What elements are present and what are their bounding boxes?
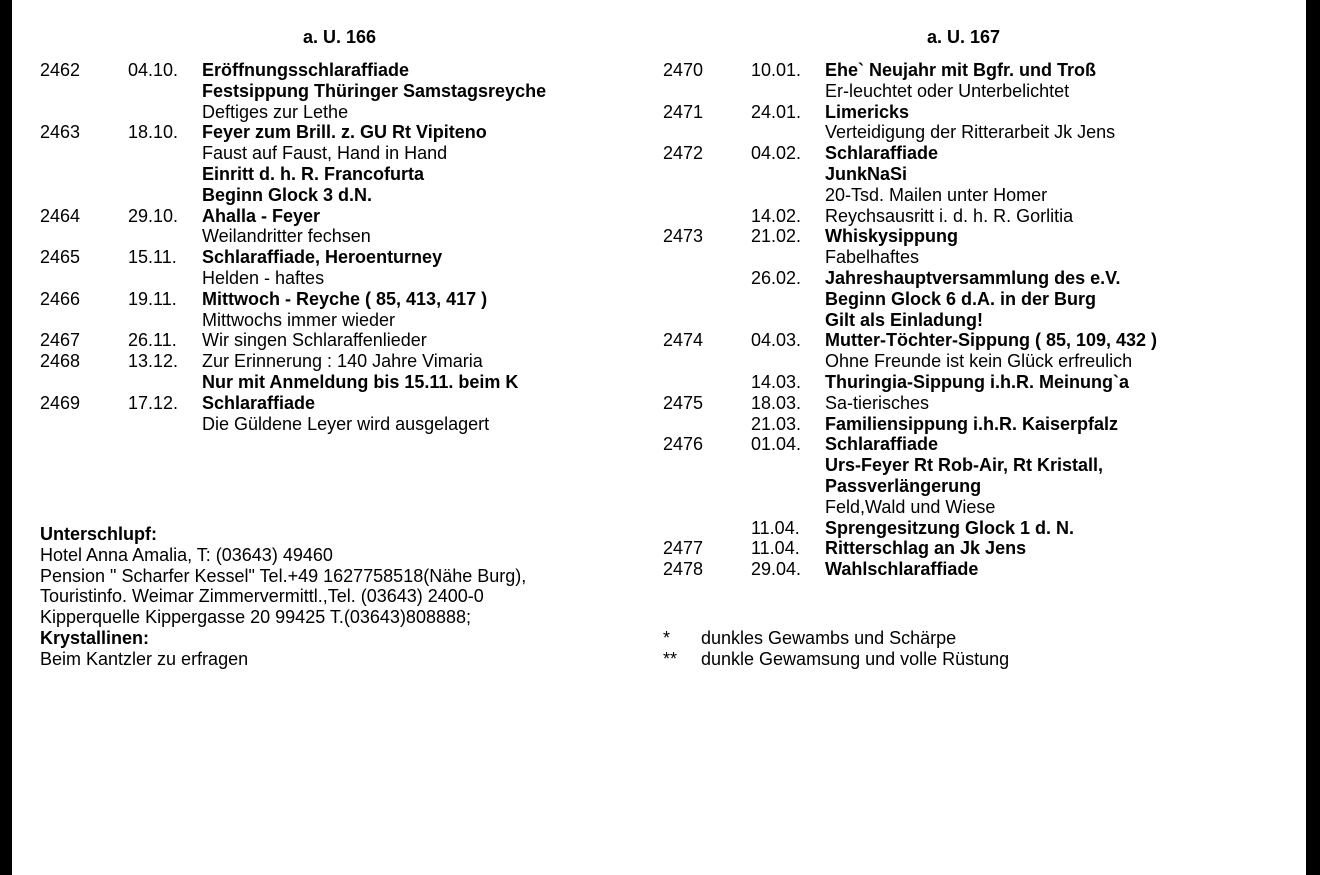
session-title: Ritterschlag an Jk Jens [825,538,1027,559]
schedule-row [40,60,630,81]
schedule-row [40,164,630,185]
session-number: 2469 [40,392,81,413]
session-date: 14.03. [751,371,802,392]
session-title: Mittwoch - Reyche ( 85, 413, 417 ) [202,288,488,309]
session-title: Whiskysippung [825,226,959,247]
schedule-row [663,226,1283,247]
session-title: Reychsausritt i. d. h. R. Gorlitia [825,205,1074,226]
session-title: Die Güldene Leyer wird ausgelagert [202,413,490,434]
info-line: Hotel Anna Amalia, T: (03643) 49460 [40,544,333,565]
schedule-row [40,81,630,102]
session-title: Weilandritter fechsen [202,226,371,247]
session-number: 2468 [40,351,81,372]
session-title: Feld,Wald und Wiese [825,496,996,517]
schedule-row [663,310,1283,331]
schedule-row [663,122,1283,143]
session-date: 21.02. [751,226,802,247]
schedule-row [40,289,630,310]
session-number: 2474 [663,330,704,351]
session-title: Schlaraffiade [825,143,939,164]
info-line: Kipperquelle Kippergasse 20 99425 T.(03643)808888; [40,607,471,628]
session-date: 04.10. [128,60,179,80]
session-title: Faust auf Faust, Hand in Hand [202,143,448,164]
lodging-info [40,524,526,670]
year-heading: a. U. 166 [303,27,377,47]
session-title: Beginn Glock 3 d.N. [202,184,373,205]
session-title: Schlaraffiade, Heroenturney [202,247,443,268]
session-date: 04.03. [751,330,802,351]
schedule-row [40,122,630,143]
session-title: Feyer zum Brill. z. GU Rt Vipiteno [202,122,487,143]
schedule-row [663,372,1283,393]
session-date: 04.02. [751,143,802,164]
schedule-row [663,414,1283,435]
session-title: Limericks [825,101,910,122]
session-title: Sa-tierisches [825,392,930,413]
schedule-row [663,393,1283,414]
session-title: Jahreshauptversammlung des e.V. [825,267,1121,288]
session-title: Wahlschlaraffiade [825,559,979,580]
schedule-row [663,185,1283,206]
session-number: 2465 [40,247,81,268]
schedule-row [40,372,630,393]
session-title: Verteidigung der Ritterarbeit Jk Jens [825,122,1116,143]
session-date: 18.03. [751,392,802,413]
event-list [663,60,1283,580]
year-heading: a. U. 167 [927,27,1001,47]
info-heading: Unterschlupf: [40,524,157,544]
schedule-row [663,351,1283,372]
schedule-row [663,476,1283,497]
footnote-marker: * [663,628,671,648]
session-title: Passverlängerung [825,475,982,496]
schedule-row [663,81,1283,102]
schedule-row [663,289,1283,310]
session-date: 26.02. [751,267,802,288]
schedule-row [40,330,630,351]
schedule-row [40,268,630,289]
schedule-row [40,143,630,164]
session-number: 2466 [40,288,81,309]
session-number: 2473 [663,226,704,247]
schedule-row [663,330,1283,351]
footnote-text: dunkles Gewambs und Schärpe [701,628,957,648]
schedule-row [40,185,630,206]
session-number: 2472 [663,143,704,164]
info-heading: Krystallinen: [40,627,150,648]
schedule-row [663,102,1283,123]
schedule-row [40,102,630,123]
session-title: Gilt als Einladung! [825,309,984,330]
session-number: 2477 [663,538,704,559]
session-title: Er-leuchtet oder Unterbelichtet [825,80,1070,101]
session-number: 2476 [663,434,704,455]
schedule-row [663,143,1283,164]
schedule-row [40,414,630,435]
schedule-row [40,351,630,372]
session-title: JunkNaSi [825,163,908,184]
session-title: Mutter-Töchter-Sippung ( 85, 109, 432 ) [825,330,1158,351]
session-title: Thuringia-Sippung i.h.R. Meinung`a [825,371,1129,392]
session-title: Beginn Glock 6 d.A. in der Burg [825,288,1097,309]
info-line: Pension " Scharfer Kessel" Tel.+49 1627758518(Nähe Burg), [40,565,527,586]
session-number: 2463 [40,122,81,143]
schedule-row [663,164,1283,185]
session-title: Mittwochs immer wieder [202,309,396,330]
session-number: 2471 [663,101,704,122]
schedule-row [663,518,1283,539]
info-line: Beim Kantzler zu erfragen [40,648,249,669]
schedule-row [663,247,1283,268]
session-number: 2478 [663,559,704,580]
session-date: 29.04. [751,559,802,580]
session-title: Ehe` Neujahr mit Bgfr. und Troß [825,60,1097,80]
session-title: Schlaraffiade [825,434,939,455]
schedule-row [663,434,1283,455]
schedule-row [663,268,1283,289]
session-date: 18.10. [128,122,179,143]
session-title: Ohne Freunde ist kein Glück erfreulich [825,351,1133,372]
event-list [40,60,630,434]
info-line: Touristinfo. Weimar Zimmervermittl.,Tel. (03643) 2400-0 [40,586,484,607]
schedule-row [40,206,630,227]
schedule-row [663,60,1283,81]
session-title: Ahalla - Feyer [202,205,321,226]
schedule-row [40,247,630,268]
session-title: Nur mit Anmeldung bis 15.11. beim K [202,371,519,392]
schedule-row [40,393,630,414]
session-title: Eröffnungsschlaraffiade [202,60,410,80]
session-date: 11.04. [751,517,800,538]
session-number: 2464 [40,205,81,226]
schedule-row [40,310,630,331]
session-title: Sprengesitzung Glock 1 d. N. [825,517,1075,538]
document-page [12,0,1306,875]
session-title: 20-Tsd. Mailen unter Homer [825,184,1048,205]
session-date: 13.12. [128,351,179,372]
schedule-row [663,497,1283,518]
session-date: 10.01. [751,60,802,80]
session-title: Einritt d. h. R. Francofurta [202,163,425,184]
session-number: 2467 [40,330,81,351]
schedule-row [663,206,1283,227]
session-date: 21.03. [751,413,802,434]
session-date: 29.10. [128,205,179,226]
session-title: Deftiges zur Lethe [202,101,349,122]
schedule-row [663,559,1283,580]
session-date: 11.04. [751,538,800,559]
session-date: 24.01. [751,101,802,122]
session-title: Wir singen Schlaraffenlieder [202,330,427,351]
session-date: 17.12. [128,392,179,413]
footnote-marker: ** [663,648,678,669]
schedule-row [40,226,630,247]
session-number: 2470 [663,60,704,80]
session-title: Helden - haftes [202,267,325,288]
session-date: 14.02. [751,205,802,226]
session-title: Urs-Feyer Rt Rob-Air, Rt Kristall, [825,455,1104,476]
session-title: Schlaraffiade [202,392,316,413]
session-title: Zur Erinnerung : 140 Jahre Vimaria [202,351,483,372]
schedule-row [663,538,1283,559]
session-number: 2462 [40,60,81,80]
schedule-row [663,455,1283,476]
session-date: 15.11. [128,247,177,268]
session-date: 19.11. [128,288,177,309]
session-date: 26.11. [128,330,177,351]
session-title: Festsippung Thüringer Samstagsreyche [202,80,547,101]
footnote-text: dunkle Gewamsung und volle Rüstung [701,648,1010,669]
session-title: Fabelhaftes [825,247,920,268]
session-title: Familiensippung i.h.R. Kaiserpfalz [825,413,1119,434]
session-date: 01.04. [751,434,802,455]
session-number: 2475 [663,392,704,413]
